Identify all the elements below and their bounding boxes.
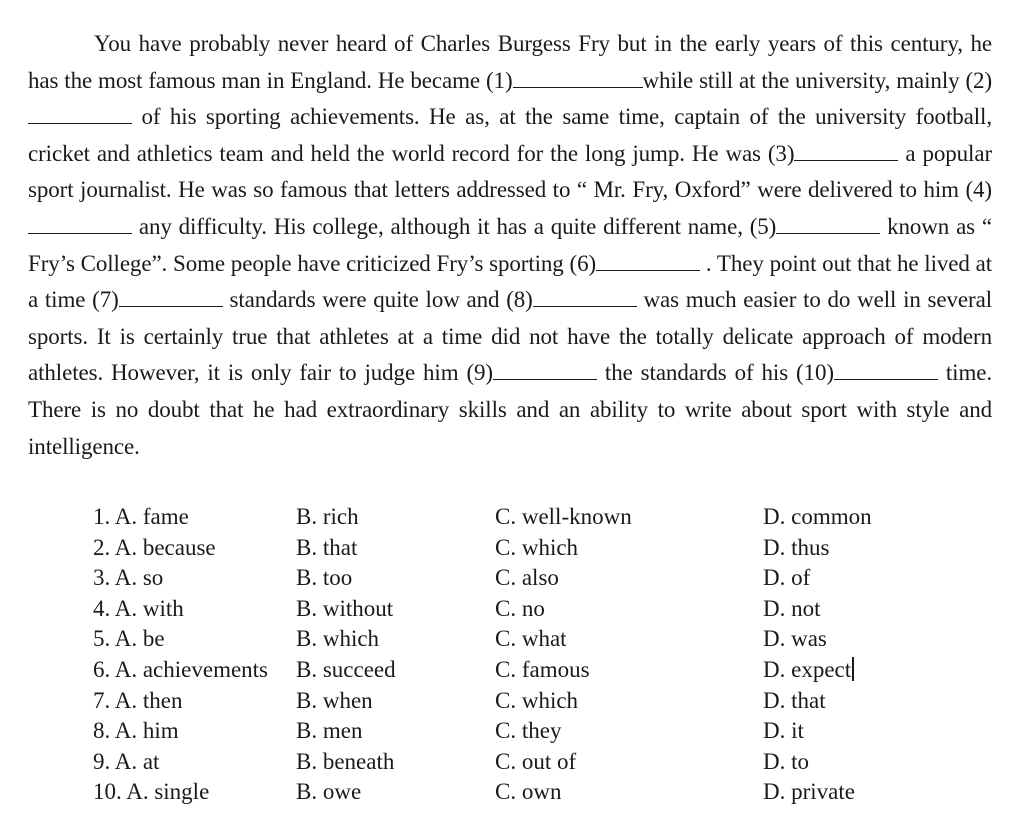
option-row-1	[93, 502, 973, 533]
blank-label: (7)	[92, 287, 119, 313]
option-a[interactable]: 9. A. at	[93, 748, 160, 774]
option-b[interactable]: B. without	[296, 595, 394, 621]
passage-text: . They point out that he lived at a time	[28, 250, 992, 313]
option-c[interactable]: C. out of	[495, 748, 577, 774]
option-d[interactable]	[763, 655, 854, 686]
option-a[interactable]: 1. A. fame	[93, 504, 189, 529]
answer-blank[interactable]	[776, 213, 880, 234]
option-d[interactable]: D. was	[763, 626, 827, 652]
passage-text: time. There is no doubt that he had extraordinary skills and an ability to write about sport with style and intelligence.	[28, 360, 992, 459]
answer-blank[interactable]	[794, 140, 898, 161]
blank-label: (5)	[749, 213, 777, 239]
option-d-text: D. expect	[763, 656, 852, 682]
blank-label: (9)	[466, 360, 493, 386]
option-b[interactable]: B. owe	[296, 779, 362, 805]
blank-label: (10)	[796, 360, 834, 386]
passage-text: You have probably never heard of Charles Burgess Fry but in the early years of this century, he has the most famous man in England. He became	[28, 31, 992, 93]
answer-blank[interactable]	[119, 286, 223, 307]
option-c[interactable]: C. own	[495, 779, 562, 805]
passage-text: while still at the university, mainly	[642, 67, 966, 93]
blank-label: (6)	[569, 250, 597, 276]
answer-blank[interactable]	[28, 103, 132, 124]
option-d[interactable]: D. to	[763, 748, 809, 774]
answer-blank[interactable]	[834, 359, 938, 380]
cloze-passage	[28, 26, 992, 465]
option-a[interactable]: 8. A. him	[93, 718, 179, 744]
option-d[interactable]: D. it	[763, 718, 804, 744]
option-a[interactable]: 6. A. achievements	[93, 656, 269, 682]
option-a[interactable]: 4. A. with	[93, 595, 184, 621]
answer-options	[93, 502, 973, 808]
option-row-10	[93, 777, 973, 808]
passage-text: any difficulty. His college, although it has a quite different name,	[132, 213, 750, 239]
option-a[interactable]: 3. A. so	[93, 565, 164, 591]
option-c[interactable]: C. what	[495, 626, 567, 652]
option-d[interactable]: D. not	[763, 595, 821, 621]
option-a[interactable]: 2. A. because	[93, 534, 216, 560]
option-b[interactable]: B. rich	[296, 504, 359, 529]
blank-label: (1)	[486, 67, 513, 93]
option-row-8	[93, 716, 973, 747]
answer-blank[interactable]	[28, 213, 132, 234]
option-row-7	[93, 686, 973, 717]
option-c[interactable]: C. well-known	[495, 504, 632, 529]
blank-label: (4)	[965, 177, 992, 203]
option-c[interactable]: C. no	[495, 595, 545, 621]
option-d[interactable]: D. thus	[763, 534, 830, 560]
option-c[interactable]: C. also	[495, 565, 559, 591]
option-b[interactable]: B. beneath	[296, 748, 395, 774]
blank-label: (2)	[965, 67, 993, 93]
option-d[interactable]: D. private	[763, 779, 855, 805]
option-b[interactable]: B. men	[296, 718, 363, 744]
option-c[interactable]: C. famous	[495, 656, 590, 682]
blank-label: (8)	[506, 287, 533, 313]
passage-text: a popular sport journalist. He was so famous that letters addressed to “ Mr. Fry, Oxford” were delivered to him	[28, 140, 992, 203]
option-a[interactable]: 5. A. be	[93, 626, 165, 652]
option-row-3	[93, 563, 973, 594]
option-row-5	[93, 624, 973, 655]
option-a[interactable]: 10. A. single	[93, 779, 210, 805]
option-b[interactable]: B. when	[296, 687, 373, 713]
passage-text: the standards of his	[596, 360, 796, 386]
option-b[interactable]: B. succeed	[296, 656, 396, 682]
passage-text: known as “ Fry’s College”. Some people have criticized Fry’s sporting	[28, 213, 992, 276]
option-row-2	[93, 533, 973, 564]
passage-text: of his sporting achievements. He as, at the same time, captain of the university football, cricket and athletics team and held the world record for the long jump. He was	[28, 104, 992, 166]
option-d[interactable]: D. of	[763, 565, 811, 591]
answer-blank[interactable]	[533, 286, 637, 307]
option-d[interactable]: D. common	[763, 504, 872, 529]
option-c[interactable]: C. which	[495, 687, 579, 713]
answer-blank[interactable]	[596, 250, 700, 271]
option-c[interactable]: C. which	[495, 534, 579, 560]
option-row-9	[93, 747, 973, 778]
option-b[interactable]: B. that	[296, 534, 358, 560]
passage-text: was much easier to do well in several sports. It is certainly true that athletes at a time did not have the totally delicate approach of modern athletes. However, it is only fair to judge him	[28, 287, 992, 386]
passage-text: standards were quite low and	[222, 287, 507, 313]
option-b[interactable]: B. too	[296, 565, 353, 591]
blank-label: (3)	[767, 140, 795, 166]
option-c[interactable]: C. they	[495, 718, 562, 744]
answer-blank[interactable]	[493, 359, 597, 380]
answer-blank[interactable]	[513, 67, 643, 88]
option-a[interactable]: 7. A. then	[93, 687, 183, 713]
option-row-4	[93, 594, 973, 625]
text-cursor	[852, 657, 854, 681]
option-d[interactable]: D. that	[763, 687, 826, 713]
option-row-6	[93, 655, 973, 686]
option-b[interactable]: B. which	[296, 626, 380, 652]
